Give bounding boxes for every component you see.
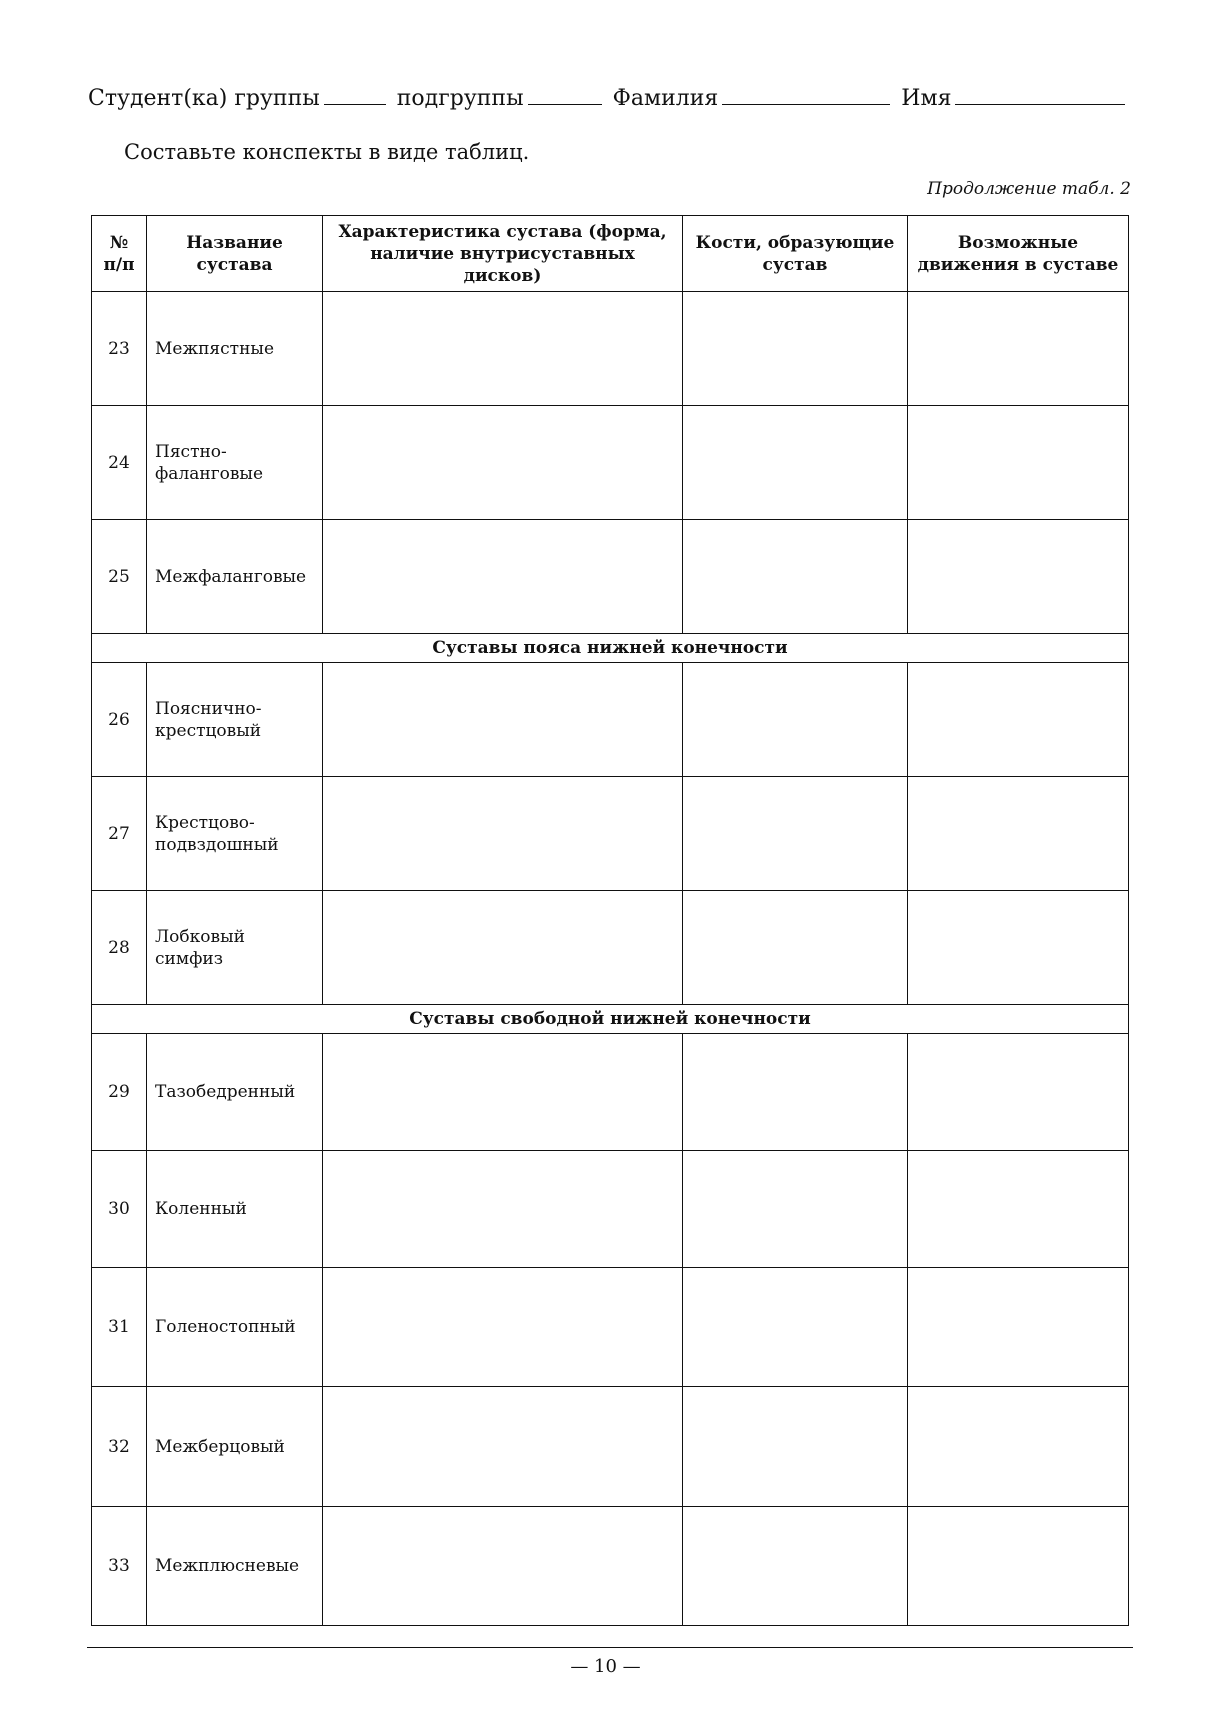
joints-table [91,215,1129,1626]
bones-cell[interactable] [683,1268,908,1387]
table-row [92,1507,1129,1626]
table-header-row [92,216,1129,292]
joint-name: Межплюсневые [147,1507,323,1626]
movements-cell[interactable] [908,1151,1129,1268]
joint-name: Межберцовый [147,1387,323,1507]
movements-cell[interactable] [908,1387,1129,1507]
characteristics-cell[interactable] [323,520,683,634]
first-name-label: Имя [901,86,952,111]
table-row [92,292,1129,406]
row-number: 32 [92,1387,147,1507]
row-number: 28 [92,891,147,1005]
characteristics-cell[interactable] [323,1507,683,1626]
section-title-free-lower-limb: Суставы свободной нижней конечности [92,1005,1129,1034]
subgroup-blank-field[interactable] [528,86,602,105]
characteristics-cell[interactable] [323,891,683,1005]
table-row [92,1268,1129,1387]
movements-cell[interactable] [908,1268,1129,1387]
joint-name: Межфаланговые [147,520,323,634]
movements-cell[interactable] [908,663,1129,777]
table-row [92,520,1129,634]
bones-cell[interactable] [683,1151,908,1268]
joint-name: Лобковый симфиз [147,891,323,1005]
bones-cell[interactable] [683,777,908,891]
joint-name: Пояснично-крестцовый [147,663,323,777]
instruction-text: Составьте конспекты в виде таблиц. [124,140,530,164]
page-number: — 10 — [570,1656,641,1677]
movements-cell[interactable] [908,1034,1129,1151]
movements-cell[interactable] [908,292,1129,406]
column-header-number: № п/п [92,216,147,292]
characteristics-cell[interactable] [323,663,683,777]
row-number: 30 [92,1151,147,1268]
table-row [92,663,1129,777]
row-number: 24 [92,406,147,520]
characteristics-cell[interactable] [323,1268,683,1387]
bones-cell[interactable] [683,1034,908,1151]
row-number: 23 [92,292,147,406]
characteristics-cell[interactable] [323,292,683,406]
surname-label: Фамилия [612,86,719,111]
bones-cell[interactable] [683,406,908,520]
subgroup-label: подгруппы [396,86,524,111]
section-row [92,634,1129,663]
first-name-blank-field[interactable] [955,86,1125,105]
characteristics-cell[interactable] [323,406,683,520]
joint-name: Пястно-фаланговые [147,406,323,520]
row-number: 33 [92,1507,147,1626]
table-row [92,777,1129,891]
joint-name: Межпястные [147,292,323,406]
student-info-line [88,84,1128,114]
column-header-characteristics: Характеристика сустава (форма, наличие внутрисуставных дисков) [323,216,683,292]
footer-divider [87,1647,1133,1648]
joint-name: Крестцово-подвздошный [147,777,323,891]
group-blank-field[interactable] [324,86,386,105]
row-number: 27 [92,777,147,891]
column-header-bones: Кости, образующие сустав [683,216,908,292]
table-row [92,1387,1129,1507]
joint-name: Тазобедренный [147,1034,323,1151]
characteristics-cell[interactable] [323,1151,683,1268]
row-number: 29 [92,1034,147,1151]
characteristics-cell[interactable] [323,777,683,891]
row-number: 25 [92,520,147,634]
table-row [92,1034,1129,1151]
movements-cell[interactable] [908,777,1129,891]
bones-cell[interactable] [683,891,908,1005]
bones-cell[interactable] [683,292,908,406]
table-continuation-note: Продолжение табл. 2 [927,179,1131,199]
movements-cell[interactable] [908,891,1129,1005]
characteristics-cell[interactable] [323,1387,683,1507]
table-row [92,1151,1129,1268]
joint-name: Голеностопный [147,1268,323,1387]
row-number: 31 [92,1268,147,1387]
movements-cell[interactable] [908,520,1129,634]
bones-cell[interactable] [683,520,908,634]
column-header-joint-name: Название сустава [147,216,323,292]
bones-cell[interactable] [683,1507,908,1626]
column-header-movements: Возможные движения в суставе [908,216,1129,292]
movements-cell[interactable] [908,406,1129,520]
characteristics-cell[interactable] [323,1034,683,1151]
section-row [92,1005,1129,1034]
joint-name: Коленный [147,1151,323,1268]
row-number: 26 [92,663,147,777]
table-row [92,891,1129,1005]
table-row [92,406,1129,520]
movements-cell[interactable] [908,1507,1129,1626]
section-title-lower-limb-girdle: Суставы пояса нижней конечности [92,634,1129,663]
bones-cell[interactable] [683,1387,908,1507]
bones-cell[interactable] [683,663,908,777]
surname-blank-field[interactable] [722,86,890,105]
student-group-label: Студент(ка) группы [88,86,320,111]
